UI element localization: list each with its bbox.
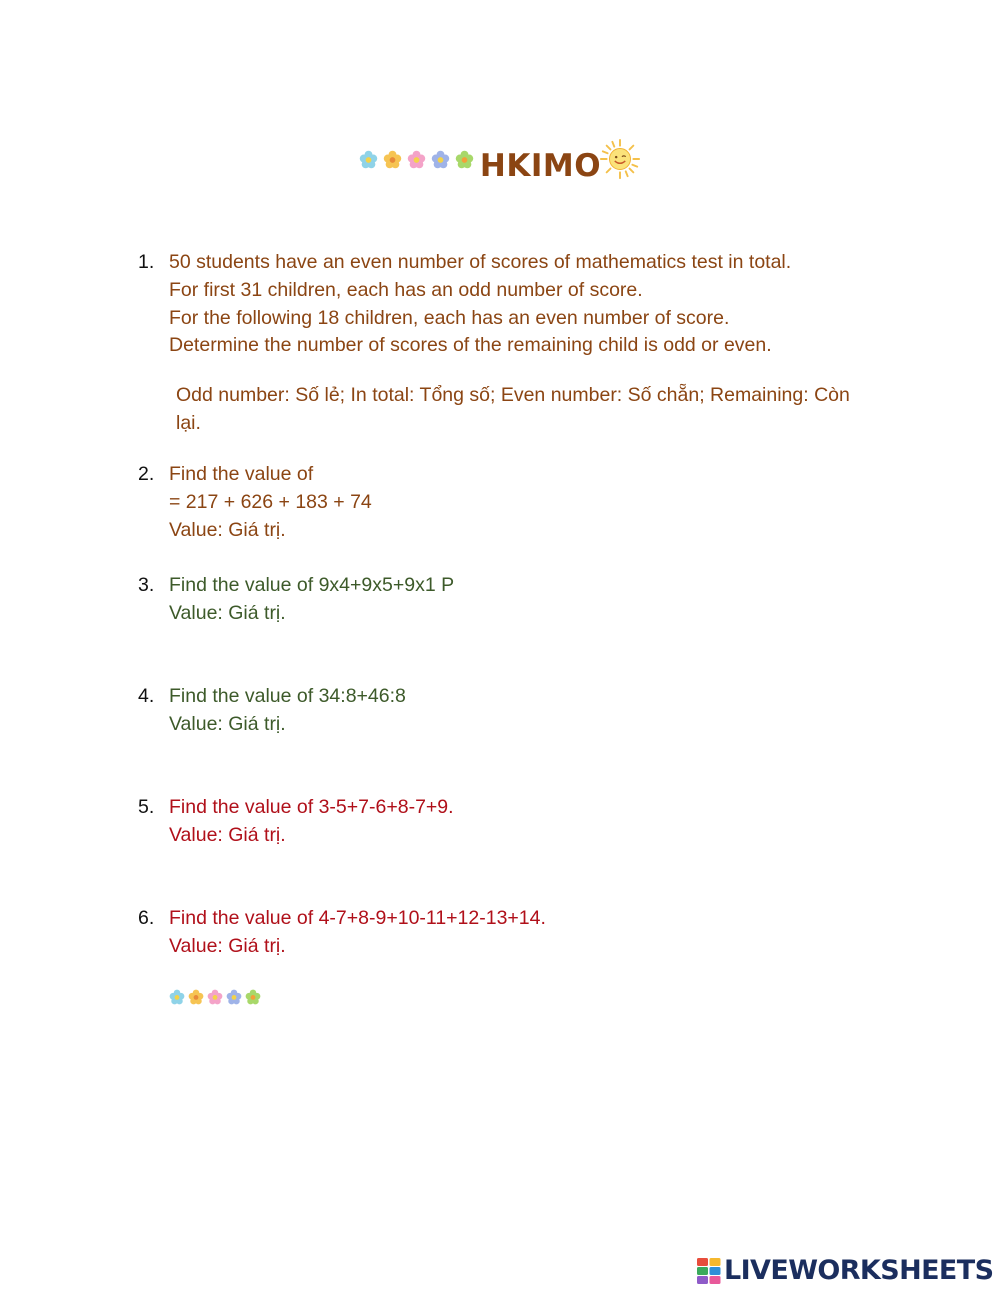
sun-icon [599, 138, 641, 180]
question-text [169, 249, 791, 360]
flower-icon [207, 989, 223, 1005]
question-line: = 217 + 626 + 183 + 74 [169, 490, 372, 513]
question-number: 6. [138, 907, 155, 929]
question-number: 5. [138, 796, 155, 818]
flower-icon [169, 989, 185, 1005]
question-line: Find the value of 34:8+46:8 [169, 685, 406, 707]
question-text [169, 683, 406, 739]
flower-icon [226, 989, 242, 1005]
question-line: For first 31 children, each has an odd number of score. [169, 278, 643, 301]
liveworksheets-wordmark: LIVEWORKSHEETS [724, 1255, 994, 1286]
question-number: 4. [138, 685, 155, 707]
liveworksheets-logo-icon [697, 1258, 721, 1284]
question-line: Find the value of 3-5+7-6+8-7+9. [169, 796, 454, 818]
question-line: Value: Giá trị. [169, 934, 286, 957]
question-text [169, 461, 372, 544]
question-line: Value: Giá trị. [169, 518, 286, 541]
flower-icon [407, 150, 426, 169]
page-title: HKIMO [479, 148, 602, 184]
question-text [169, 794, 454, 850]
flower-icon [383, 150, 402, 169]
question-number: 3. [138, 574, 155, 596]
question-text [169, 572, 454, 628]
flower-icon [455, 150, 474, 169]
question-line: Find the value of 4-7+8-9+10-11+12-13+14. [169, 907, 546, 929]
flower-icon [188, 989, 204, 1005]
question-line: Find the value of 9x4+9x5+9x1 P [169, 574, 455, 596]
flower-icon [245, 989, 261, 1005]
flower-icon [431, 150, 450, 169]
footer-flower-row [169, 989, 261, 1005]
flower-icon [359, 150, 378, 169]
question-line: Value: Giá trị. [169, 823, 286, 846]
page-header [0, 148, 1000, 184]
header-flower-row [359, 150, 474, 169]
question-line: Value: Giá trị. [169, 601, 286, 624]
question-number: 2. [138, 463, 155, 485]
question-line: Value: Giá trị. [169, 712, 286, 735]
question-number: 1. [138, 251, 155, 273]
liveworksheets-logo [697, 1255, 993, 1286]
glossary: Odd number: Số lẻ; In total: Tổng số; Even number: Số chẵn; Remaining: Còn lại. [176, 384, 850, 434]
question-line: Determine the number of scores of the remaining child is odd or even. [169, 334, 772, 357]
question-line: For the following 18 children, each has an even number of score. [169, 306, 730, 329]
question-text [169, 905, 546, 961]
question-line: 50 students have an even number of scores of mathematics test in total. [169, 251, 792, 273]
question-line: Find the value of [169, 463, 314, 485]
